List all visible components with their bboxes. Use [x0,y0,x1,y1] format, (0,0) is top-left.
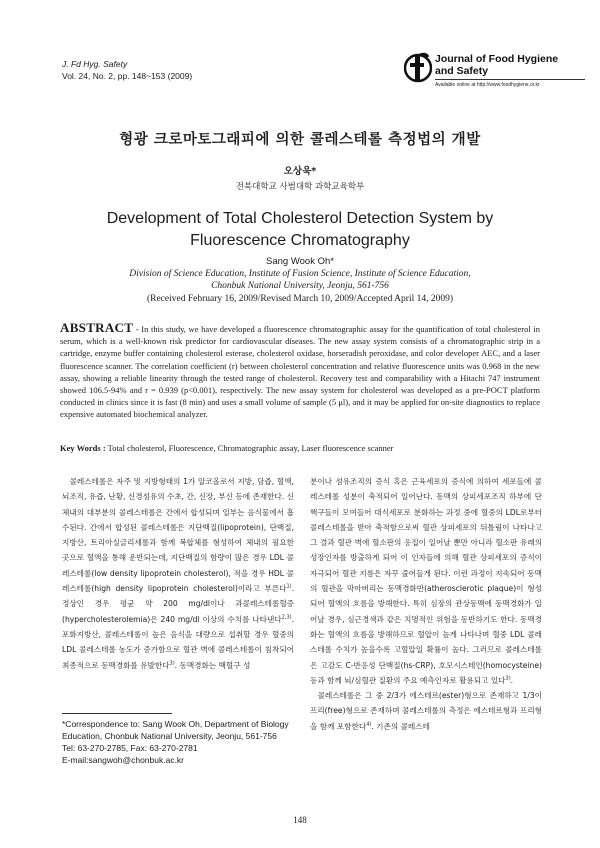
footnote-divider [62,713,172,714]
logo-title: Journal of Food Hygiene and Safety [435,53,559,77]
journal-name: J. Fd Hyg. Safety [62,59,128,69]
abstract [60,322,540,421]
page-number: 148 [293,815,307,825]
korean-affiliation: 전북대학교 사범대학 과학교육학부 [235,182,365,192]
abstract-text: - In this study, we have developed a fluorescence chromatographic assay for the quantification of total cholesterol in serum, which is a well-known risk predictor for cardiovascular diseases. The new assay system consists of a chromatographic strip in a cartridge, enzyme buffer containing cholesterol esterase, cholesterol oxidase, horseradish peroxidase, and color developer AEC, and a laser fluorescence scanner. The correlation coefficient (r) between cholesterol concentration and relative fluorescence units was 0.968 in the new assay, showing a reliable linearity through the tested range of cholesterol. Recovery test and comparability with a Hitachi 747 instrument showed 106.5-94% and r = 0.939 (p<0.001), respectively. The new assay system for cholesterol was developed as a pre-POCT platform conducted in clinics since it is fast (8 min) and uses a small volume of sample (5 μl), and it may be applied for on-site diagnostics to replace expensive automated biochemical analyzer. [60,324,540,420]
keywords [60,443,540,453]
journal-logo-icon [404,50,432,86]
english-author: Sang Wook Oh* [266,256,334,267]
received-dates: (Received February 16, 2009/Revised March 10, 2009/Accepted April 14, 2009) [146,294,454,304]
body-paragraph: 콜레스테롤은 자주 및 지방형태의 1가 알코올로서 지방, 담즙, 혈액, 뇌조직, 유즙, 난황, 신경섬유의 수초, 간, 신장, 부신 등에 존재한다. 신체내의 대부분의 콜레스테롤은 간에서 합성되며 일부는 음식물에서 흡수된다. 간에서 합성된 콜레스테롤은 지단백질(lipoprotein), 단백질, 지방산, 트리아실글리세롤과 함께 복합체를 형성하여 체내의 필요한 곳으로 혈액을 통해 운반되는데, 지단백질의 함량이 많은 경우 LDL 콜레스테롤(low density lipoprotein cholesterol), 적을 경우 HDL 콜레스테롤(high density lipoprotein cholesterol)이라고 부른다$^{1)}$. 정상인 경우 평균 약 200 mg/dl이나 과콜레스테롤혈증(hypercholesterolemia)은 240 mg/dl 이상의 수치를 나타낸다$^{2,3)}$. 포화지방산, 콜레스테롤이 높은 음식을 대량으로 섭취할 경우 혈중의 LDL 콜레스테롤 농도가 증가함으로 혈관 벽에 콜레스테롤이 침착되어 최종적으로 동맥경화를 유발한다$^{3)}$. 동맥경화는 백혈구 성 [62,477,294,670]
keywords-text: Total cholesterol, Fluorescence, Chromatographic assay, Laser fluorescence scanner [105,443,394,453]
correspondence-footnote: *Correspondence to: Sang Wook Oh, Department of Biology Education, Chonbuk National University, Jeonju, 561-756 Tel: 63-270-2785, Fax: 63-270-2781 E-mail:sangwoh@chonbuk.ac.kr [62,718,294,766]
body-column-right [310,474,542,734]
body-column-left [62,474,294,673]
english-title: Development of Total Cholesterol Detection System by Fluorescence Chromatography [106,210,494,249]
korean-title: 형광 크로마토그래피에 의한 콜레스테롤 측정법의 개발 [119,132,481,148]
correspondence-email: E-mail:sangwoh@chonbuk.ac.kr [62,755,185,765]
logo-url: Available online at http://www.foodhygiene.or.kr [435,82,540,88]
abstract-heading: ABSTRACT [60,320,134,335]
keywords-label: Key Words : [60,443,106,453]
journal-reference [62,58,192,82]
journal-volume: Vol. 24, No. 2, pp. 148~153 (2009) [62,71,193,81]
journal-logo [404,50,584,100]
logo-divider [435,79,585,80]
body-paragraph: 분이나 섬유조직의 증식 혹은 근육세포의 증식에 의하여 세포들에 콜레스테롤 성분이 축적되어 일어난다. 동맥의 상피세포조직 하부에 단핵구들이 모여들어 대식세포로 분화하는 과정 중에 혈중의 LDL로부터 콜레스테롤을 받아 축적함으로써 혈관 상피세포의 뒤틀림이 나타나고 그 결과 혈관 벽에 혈소판의 응집이 일어날 뿐만 아니라 혈소판 유래의 성장인자를 방출하게 되어 이 인자들에 의해 혈관 상피세포의 증식이 자극되어 혈관 지름은 자꾸 줄어들게 된다. 이런 과정이 지속되어 동맥의 혈관을 막아버리는 동맥경화반(atherosclerotic plaque)이 형성되어 혈액의 흐름을 방해한다. 특히 심장의 관상동맥에 동맥경화가 일어날 경우, 심근경색과 같은 치명적인 위험을 동반하기도 한다. 동맥경화는 혈액의 흐름을 방해하므로 혈압이 높게 나타나며 혈중 LDL 콜레스테롤 수치가 높을수록 고혈압일 확률이 높다. 그러므로 콜레스테롤은 고감도 C-반응성 단백질(hs-CRP), 호모시스테인(homocysteine) 등과 함께 뇌/심혈관 질환의 주요 예측인자로 활용되고 있다$^{3)}$. [310,477,542,685]
body-paragraph: 콜레스테롤은 그 중 2/3가 에스테르(ester)형으로 존재하고 1/3이 프리(free)형으로 존재하며 콜레스테롤의 측정은 에스테르형과 프리형을 함께 포함한다$^{4)}$. 기존의 콜레스테 [310,691,542,731]
english-affiliation: Division of Science Education, Institute of Fusion Science, Institute of Science Education, Chonbuk National University, Jeonju, 561-756 [129,269,471,291]
korean-author: 오상욱* [283,166,317,177]
